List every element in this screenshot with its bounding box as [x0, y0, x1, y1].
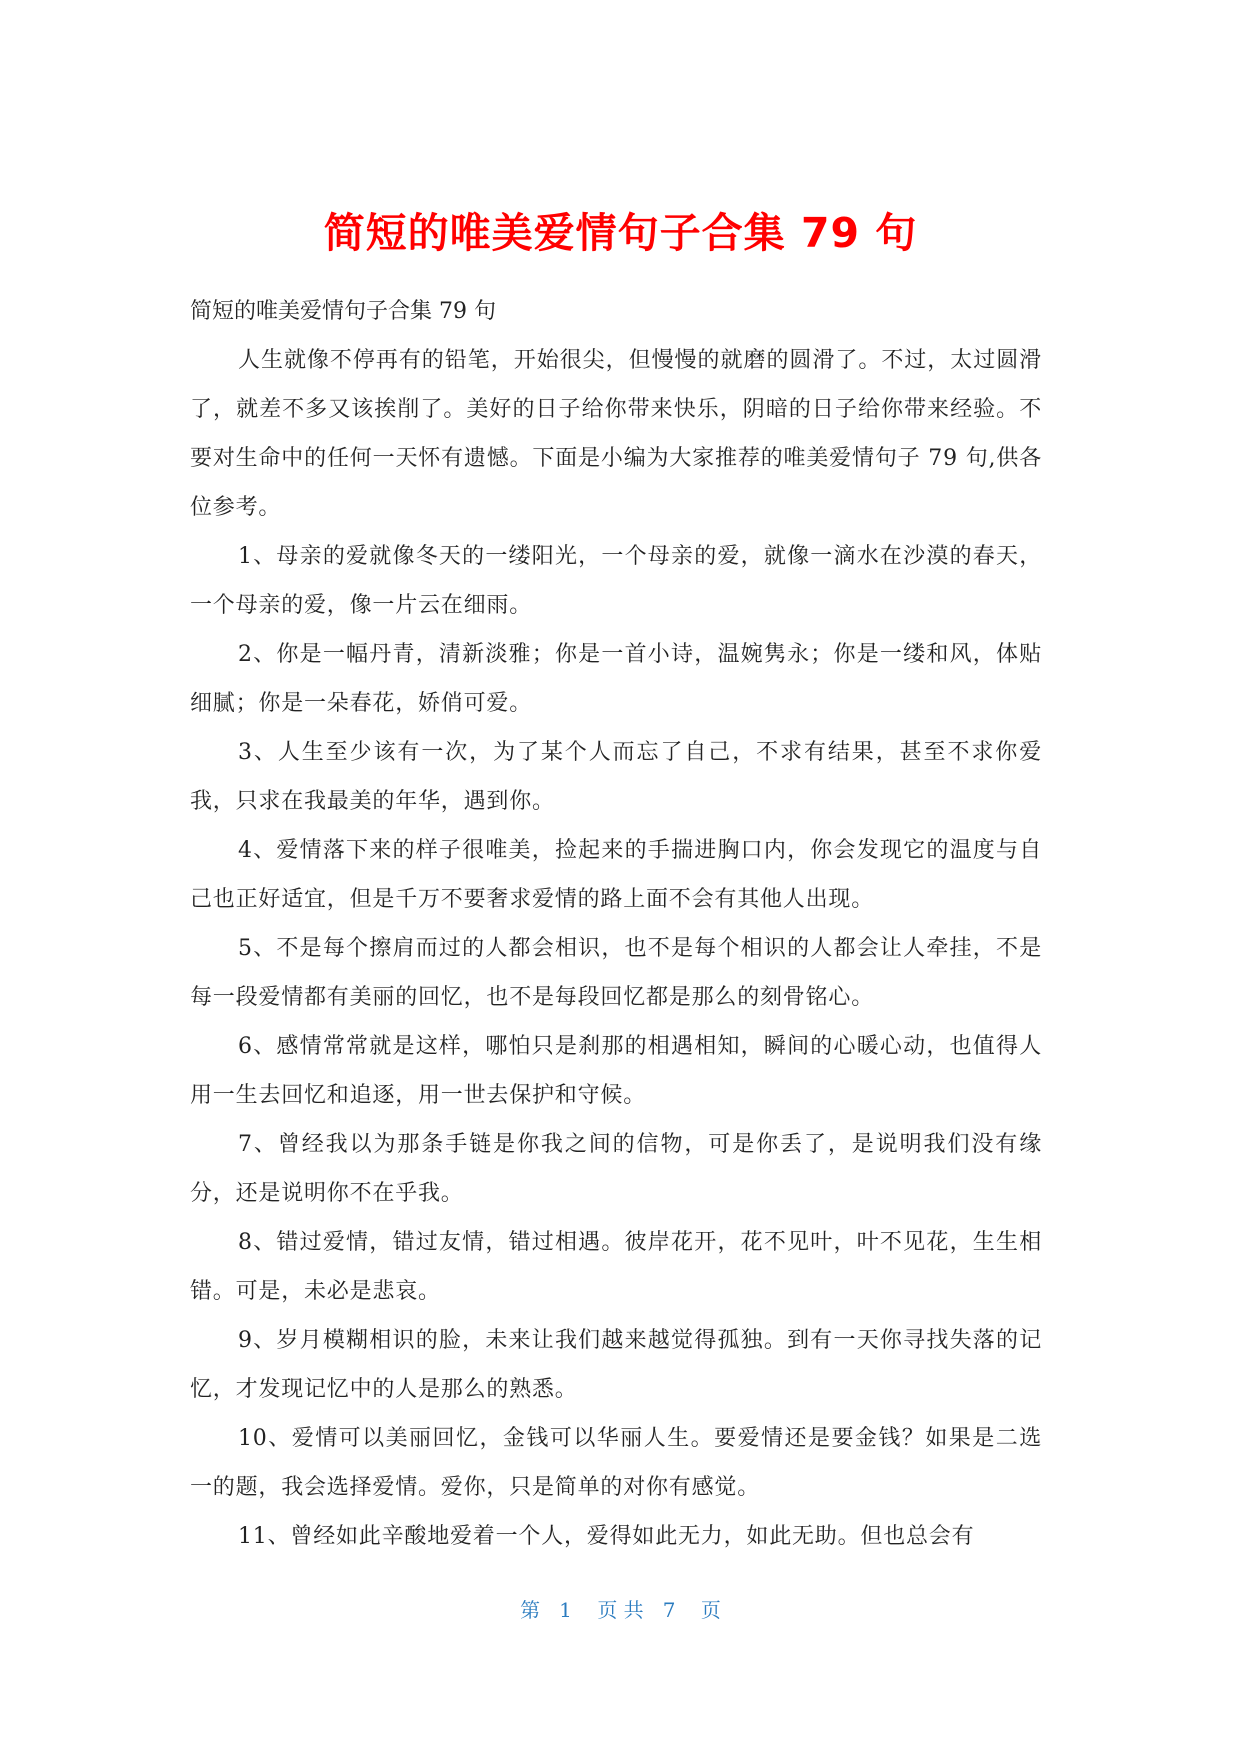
quote-paragraph-5: 5、不是每个擦肩而过的人都会相识，也不是每个相识的人都会让人牵挂，不是每一段爱情都有美丽的回忆，也不是每段回忆都是那么的刻骨铭心。: [190, 936, 1042, 1010]
quote-paragraph-11: 11、曾经如此辛酸地爱着一个人，爱得如此无力，如此无助。但也总会有: [238, 1524, 975, 1549]
footer-middle: 页 共: [597, 1598, 644, 1622]
quote-paragraph-10: 10、爱情可以美丽回忆，金钱可以华丽人生。要爱情还是要金钱？如果是二选一的题，我会选择爱情。爱你，只是简单的对你有感觉。: [190, 1426, 1042, 1500]
quote-paragraph-3: 3、人生至少该有一次，为了某个人而忘了自己，不求有结果，甚至不求你爱我，只求在我最美的年华，遇到你。: [190, 740, 1042, 814]
document-title: 简短的唯美爱情句子合集 79 句: [323, 209, 918, 257]
footer-page-number: 1: [559, 1598, 572, 1622]
quote-paragraph-1: 1、母亲的爱就像冬天的一缕阳光，一个母亲的爱，就像一滴水在沙漠的春天，一个母亲的爱，像一片云在细雨。: [190, 544, 1042, 618]
quote-paragraph-7: 7、曾经我以为那条手链是你我之间的信物，可是你丢了，是说明我们没有缘分，还是说明你不在乎我。: [190, 1132, 1042, 1206]
footer-suffix: 页: [700, 1598, 721, 1622]
document-body: [190, 288, 1042, 1561]
intro-paragraph: 人生就像不停再有的铅笔，开始很尖，但慢慢的就磨的圆滑了。不过，太过圆滑了，就差不多又该挨削了。美好的日子给你带来快乐，阴暗的日子给你带来经验。不要对生命中的任何一天怀有遗憾。下面是小编为大家推荐的唯美爱情句子 79 句,供各位参考。: [190, 348, 1042, 520]
quote-paragraph-9: 9、岁月模糊相识的脸，未来让我们越来越觉得孤独。到有一天你寻找失落的记忆，才发现记忆中的人是那么的熟悉。: [190, 1328, 1042, 1402]
document-subtitle: 简短的唯美爱情句子合集 79 句: [190, 299, 496, 324]
quote-paragraph-6: 6、感情常常就是这样，哪怕只是刹那的相遇相知，瞬间的心暖心动，也值得人用一生去回忆和追逐，用一世去保护和守候。: [190, 1034, 1042, 1108]
quote-paragraph-4: 4、爱情落下来的样子很唯美，捡起来的手揣进胸口内，你会发现它的温度与自己也正好适宜，但是千万不要奢求爱情的路上面不会有其他人出现。: [190, 838, 1042, 912]
quote-paragraph-2: 2、你是一幅丹青，清新淡雅；你是一首小诗，温婉隽永；你是一缕和风，体贴细腻；你是一朵春花，娇俏可爱。: [190, 642, 1042, 716]
page-footer: [0, 1594, 1241, 1623]
footer-total-pages: 7: [662, 1598, 676, 1622]
quote-paragraph-8: 8、错过爱情，错过友情，错过相遇。彼岸花开，花不见叶，叶不见花，生生相错。可是，未必是悲哀。: [190, 1230, 1042, 1304]
footer-prefix: 第: [520, 1598, 541, 1622]
